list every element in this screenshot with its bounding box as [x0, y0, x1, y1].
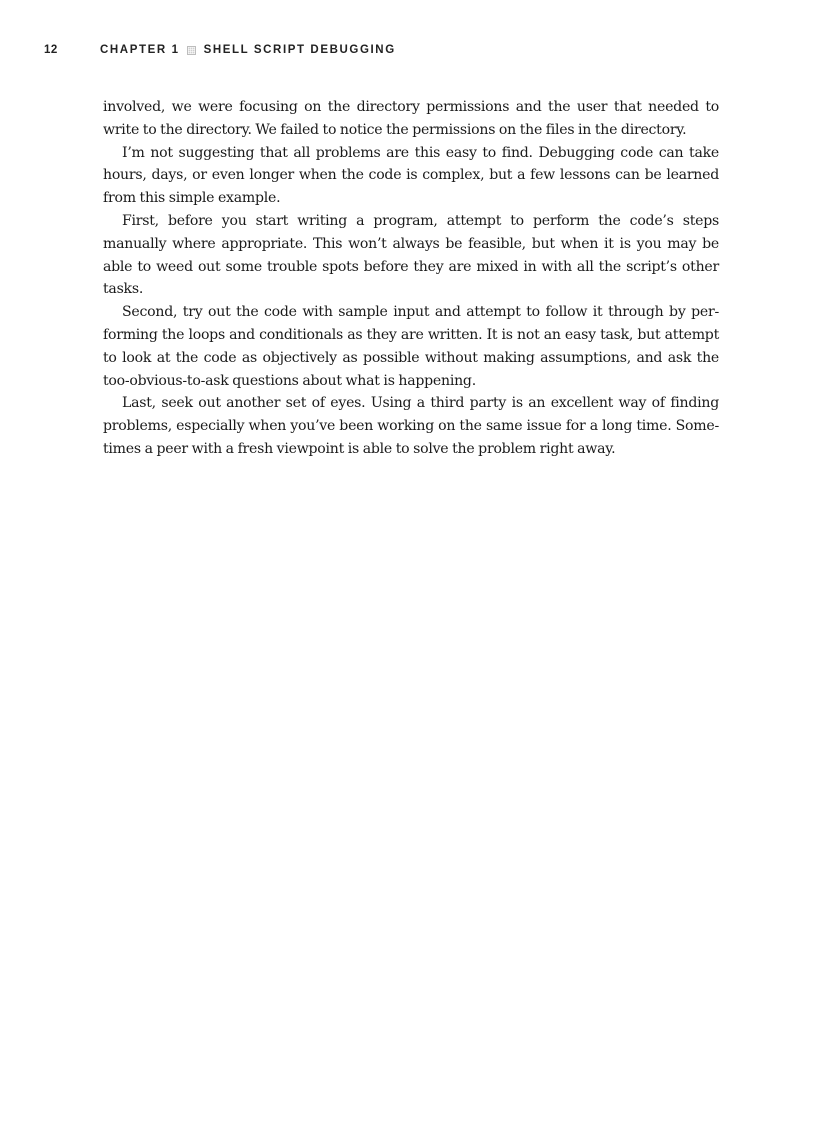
page-number: 12: [44, 44, 58, 56]
body-text: [103, 96, 719, 461]
running-header: [44, 42, 396, 58]
paragraph-first-lesson: First, before you start writing a program, attempt to perform the code’s steps manually where appropriate. This won’t always be feasible, but when it is you may be able to weed out some trouble spots before they are mixed in with all the script’s other tasks.: [103, 212, 719, 298]
paragraph-second-lesson: Second, try out the code with sample input and attempt to follow it through by per-forming the loops and conditionals as they are written. It is not an easy task, but attempt to look at the code as objectively as possible without making assumptions, and ask the too-obvious-to-ask questions about what is happening.: [103, 304, 719, 389]
paragraph-last-lesson: Last, seek out another set of eyes. Using a third party is an excellent way of finding problems, especially when you’ve been working on the same issue for a long time. Some-times a peer with a fresh viewpoint is able to solve the problem right away.: [103, 395, 719, 457]
checkered-square-icon: [187, 46, 196, 55]
chapter-title: SHELL SCRIPT DEBUGGING: [203, 44, 396, 56]
chapter-label: CHAPTER 1: [100, 44, 180, 56]
paragraph-continued: involved, we were focusing on the directory permissions and the user that needed to write to the directory. We failed to notice the permissions on the files in the directory.: [103, 99, 719, 138]
paragraph-lessons: I’m not suggesting that all problems are this easy to find. Debugging code can take hours, days, or even longer when the code is complex, but a few lessons can be learned from this simple example.: [103, 144, 719, 207]
